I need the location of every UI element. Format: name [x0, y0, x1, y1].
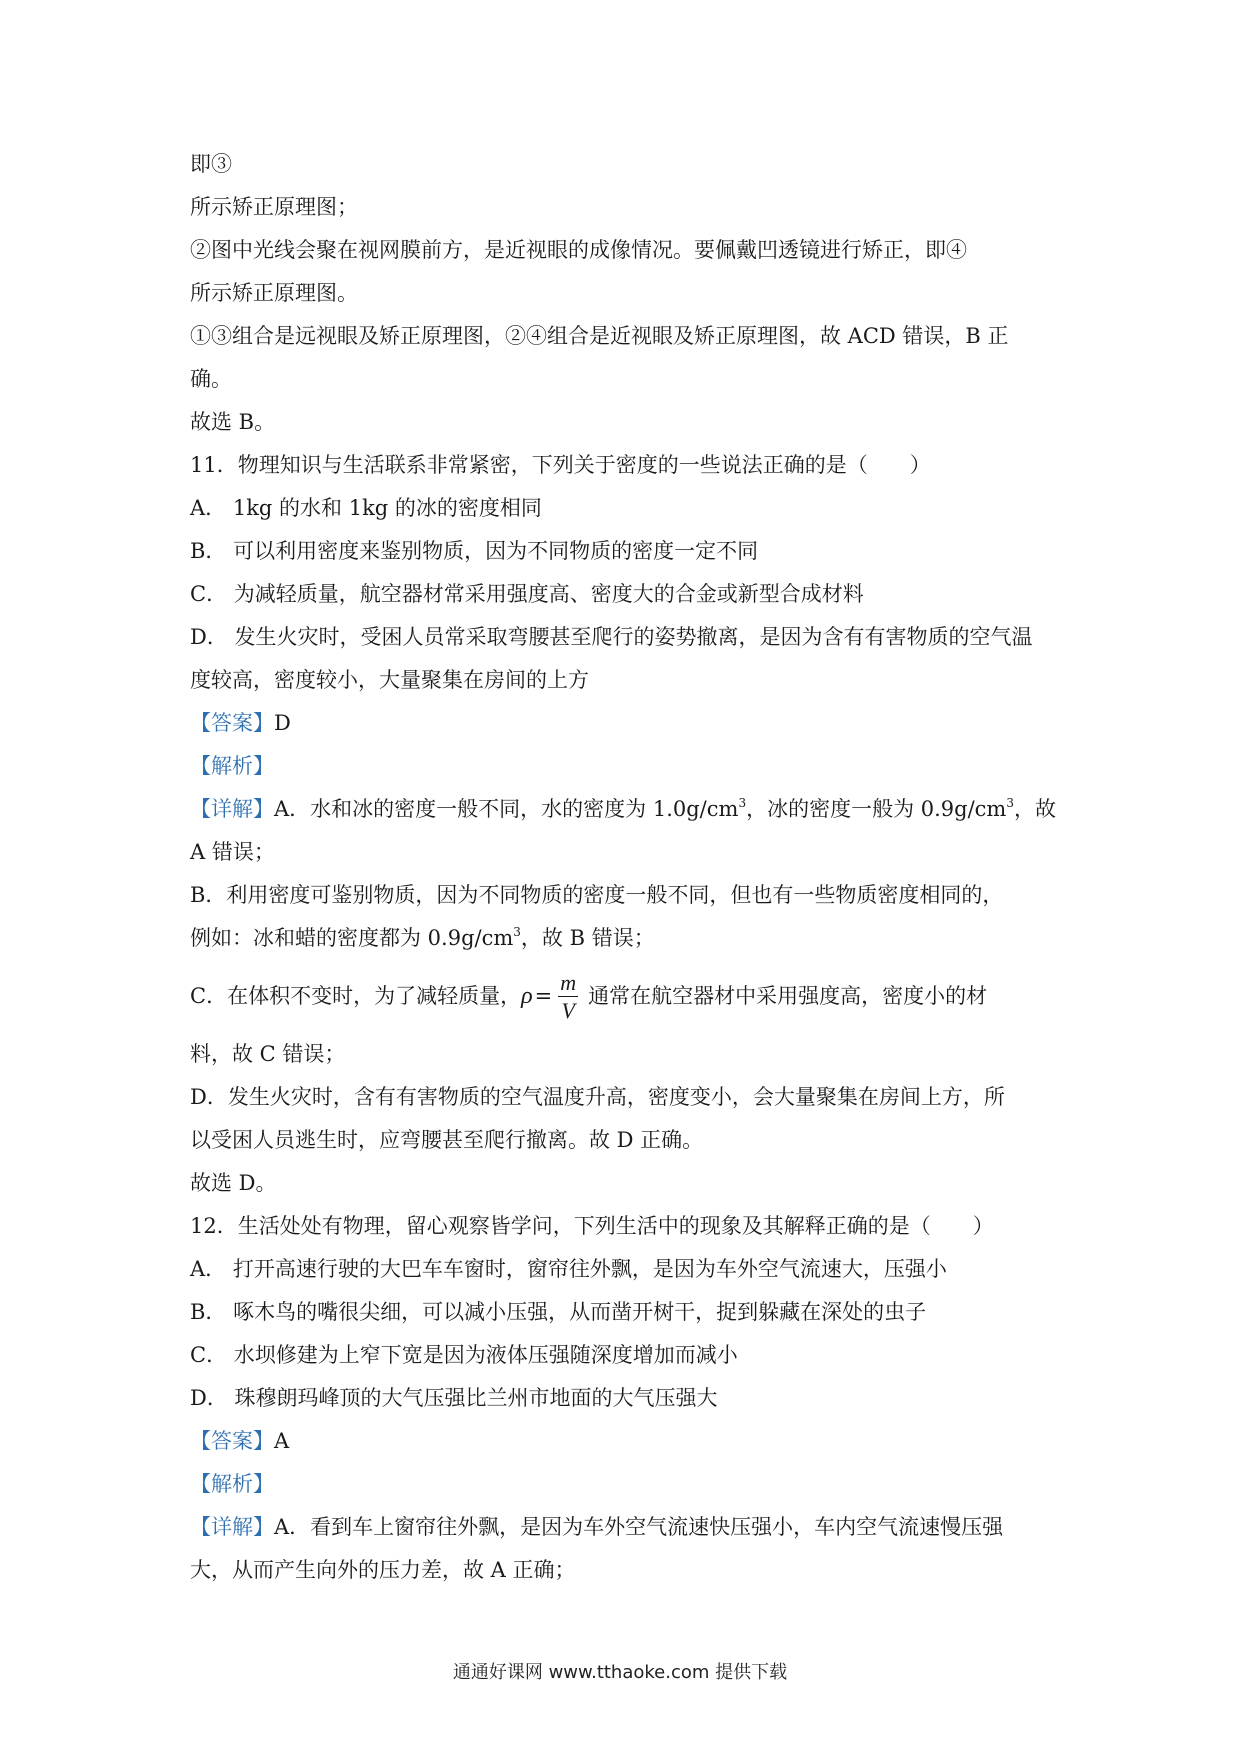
text-line: 所示矫正原理图；: [190, 195, 358, 219]
answer-value: D: [274, 711, 291, 735]
formula-numerator: m: [560, 970, 577, 995]
page-footer: 通通好课网 www.tthaoke.com 提供下载: [452, 1662, 788, 1683]
text-line: ①③组合是远视眼及矫正原理图，②④组合是近视眼及矫正原理图，故 ACD 错误，B 正: [190, 324, 1009, 348]
question-12-answer: [190, 1427, 289, 1455]
text-line: ②图中光线会聚在视网膜前方，是近视眼的成像情况。要佩戴凹透镜进行矫正，即④: [190, 238, 967, 262]
answer-tag: 【答案】: [190, 711, 274, 735]
formula-rho: ρ: [521, 983, 533, 1009]
text-line: A 错误；: [190, 840, 275, 864]
analysis-tag: 【解析】: [190, 1472, 274, 1496]
question-11-conclusion: 故选 D。: [190, 1171, 277, 1195]
superscript: 3: [738, 796, 747, 810]
question-11-option-d: D． 发生火灾时，受困人员常采取弯腰甚至爬行的姿势撤离，是因为含有有害物质的空气温: [190, 625, 1033, 649]
text-line: 确。: [190, 367, 232, 391]
question-11-option-d-cont: 度较高，密度较小，大量聚集在房间的上方: [190, 668, 589, 692]
text-line: 故选 B。: [190, 410, 276, 434]
question-12-detail-a: [190, 1513, 1003, 1541]
detail-tag: 【详解】: [190, 797, 274, 821]
text-line: D．发生火灾时，含有有害物质的空气温度升高，密度变小，会大量聚集在房间上方，所: [190, 1085, 1005, 1109]
answer-tag: 【答案】: [190, 1429, 274, 1453]
detail-text: ，故: [1013, 797, 1056, 821]
question-12-option-d: D． 珠穆朗玛峰顶的大气压强比兰州市地面的大气压强大: [190, 1386, 718, 1410]
detail-text: A．水和冰的密度一般不同，水的密度为 1.0g/cm: [274, 797, 739, 821]
detail-tag: 【详解】: [190, 1515, 274, 1539]
question-12-option-c: C． 水坝修建为上窄下宽是因为液体压强随深度增加而减小: [190, 1343, 738, 1367]
detail-text: A．看到车上窗帘往外飘，是因为车外空气流速快压强小，车内空气流速慢压强: [274, 1515, 1004, 1539]
question-11-detail-b: [190, 924, 655, 952]
question-11-option-a: A． 1kg 的水和 1kg 的冰的密度相同: [190, 496, 542, 520]
superscript: 3: [1006, 796, 1014, 810]
answer-value: A: [274, 1429, 290, 1453]
question-11-detail-c: [190, 968, 987, 1025]
formula-denominator: V: [561, 998, 575, 1023]
detail-text: 通常在航空器材中采用强度高，密度小的材: [588, 984, 988, 1008]
detail-text: 例如：冰和蜡的密度都为 0.9g/cm: [190, 926, 514, 950]
text-line: 即③: [190, 152, 232, 176]
text-line: B．利用密度可鉴别物质，因为不同物质的密度一般不同，但也有一些物质密度相同的，: [190, 883, 1004, 907]
detail-text: ，冰的密度一般为 0.9g/cm: [746, 797, 1007, 821]
text-line: 所示矫正原理图。: [190, 281, 358, 305]
detail-text: ，故 B 错误；: [520, 926, 655, 950]
question-12-stem: 12．生活处处有物理，留心观察皆学问，下列生活中的现象及其解释正确的是（ ）: [190, 1214, 994, 1238]
question-12-option-a: A． 打开高速行驶的大巴车车窗时，窗帘往外飘，是因为车外空气流速大，压强小: [190, 1257, 947, 1281]
question-11-analysis-tag: [190, 752, 274, 780]
question-11-option-b: B． 可以利用密度来鉴别物质，因为不同物质的密度一定不同: [190, 539, 759, 563]
superscript: 3: [513, 925, 521, 939]
formula-equals: =: [534, 984, 553, 1008]
text-line: 大，从而产生向外的压力差，故 A 正确；: [190, 1558, 576, 1582]
analysis-tag: 【解析】: [190, 754, 274, 778]
question-12-analysis-tag: [190, 1470, 274, 1498]
text-line: 以受困人员逃生时，应弯腰甚至爬行撤离。故 D 正确。: [190, 1128, 704, 1152]
detail-text: C．在体积不变时，为了减轻质量，: [190, 984, 522, 1008]
question-12-option-b: B． 啄木鸟的嘴很尖细，可以减小压强，从而凿开树干，捉到躲藏在深处的虫子: [190, 1300, 927, 1324]
question-11-option-c: C． 为减轻质量，航空器材常采用强度高、密度大的合金或新型合成材料: [190, 582, 864, 606]
question-11-detail-a: [190, 795, 1056, 823]
text-line: 料，故 C 错误；: [190, 1042, 346, 1066]
question-11-stem: 11．物理知识与生活联系非常紧密，下列关于密度的一些说法正确的是（ ）: [190, 453, 931, 477]
question-11-answer: [190, 709, 291, 737]
formula-fraction: [558, 970, 578, 1025]
